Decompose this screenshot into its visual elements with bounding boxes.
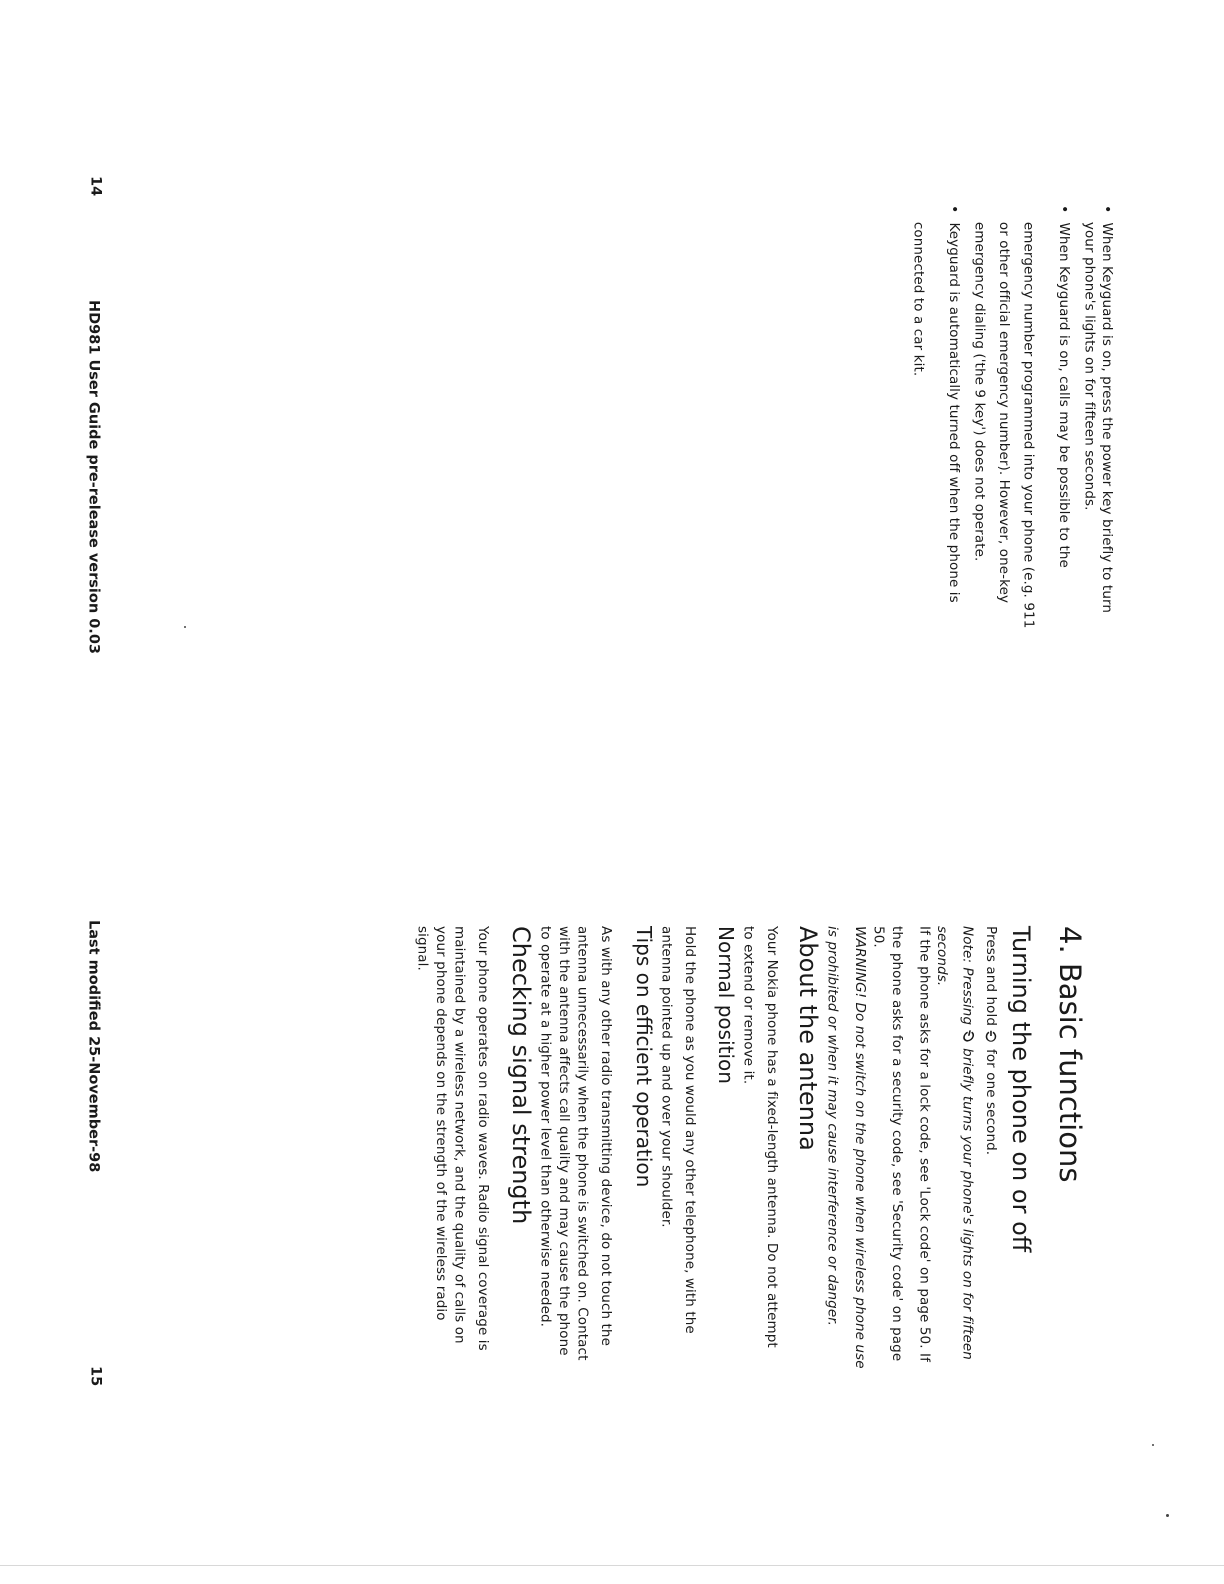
bullet-1-line-1: When Keyguard is on, press the power key briefly to turn	[1099, 222, 1115, 614]
tips-line-1: As with any other radio transmitting device, do not touch the	[598, 926, 614, 1346]
note-line-1: Note: Pressing ⏻ briefly turns your phone's lights on for fifteen	[959, 926, 976, 1360]
normal-line-1: Hold the phone as you would any other telephone, with the	[682, 926, 698, 1334]
scan-edge	[0, 1565, 1224, 1566]
lock-line-3: 50.	[870, 926, 887, 948]
heading-normal-position: Normal position	[714, 926, 738, 1084]
bullet-1-line-2: your phone's lights on for fifteen seconds.	[1081, 221, 1098, 511]
warning-line-1: WARNING! Do not switch on the phone when wireless phone use	[852, 926, 868, 1369]
bullet-3-cont	[911, 205, 925, 628]
tips-line-4: to operate at a higher power level than otherwise needed.	[537, 926, 554, 1328]
signal-line-4: signal.	[414, 926, 431, 971]
bullet-3	[947, 205, 962, 628]
signal-line-2: maintained by a wireless network, and the quality of calls on	[451, 926, 468, 1344]
left-page-number: 14	[87, 176, 104, 197]
right-footer-text: Last modified 25-November-98	[85, 920, 102, 1173]
power-icon: ⏻	[983, 1030, 999, 1045]
lock-line-1: If the phone asks for a lock code, see 'Lock code' on page 50. If	[916, 926, 933, 1362]
heading-signal: Checking signal strength	[507, 926, 535, 1225]
bullet-2-line-3: or other official emergency number). However, one-key	[996, 221, 1012, 604]
power-icon: ⏻	[959, 1029, 976, 1044]
chapter-title: 4. Basic functions	[1053, 926, 1087, 1183]
bullet-2-line-2: emergency number programmed into your phone (e.g. 911	[1020, 221, 1037, 629]
bullet-3-line-1: Keyguard is automatically turned off when the phone is	[946, 222, 962, 603]
bullet-dot: •	[1099, 205, 1115, 223]
right-page-body	[410, 926, 1087, 1369]
bullet-2-cont-3	[972, 205, 986, 628]
bullet-2-line-4: emergency dialing ('the 9 key') does not operate.	[971, 221, 988, 562]
scan-speck	[1152, 1444, 1154, 1446]
signal-line-1: Your phone operates on radio waves. Radio signal coverage is	[475, 926, 491, 1351]
lock-line-2: the phone asks for a security code, see 'Security code' on page	[889, 926, 905, 1362]
bullet-dot: •	[946, 205, 962, 223]
warning-line-2: is prohibited or when it may cause interference or danger.	[824, 926, 841, 1327]
press-line: Press and hold ⏻ for one second.	[983, 926, 999, 1156]
left-page-body	[900, 205, 1114, 628]
scan-speck	[184, 626, 186, 628]
bullet-2-cont-2	[997, 205, 1011, 628]
signal-line-3: your phone depends on the strength of the wireless radio	[433, 926, 449, 1321]
bullet-dot: •	[1056, 205, 1072, 223]
bullet-2	[1057, 205, 1072, 628]
scan-speck	[1166, 1514, 1169, 1517]
note-line-2: seconds.	[934, 926, 950, 987]
bullet-1-cont	[1082, 205, 1096, 628]
antenna-line-1: Your Nokia phone has a fixed-length antenna. Do not attempt	[764, 926, 780, 1348]
heading-antenna: About the antenna	[794, 926, 822, 1151]
heading-turning: Turning the phone on or off	[1007, 926, 1035, 1253]
antenna-line-2: to extend or remove it.	[740, 926, 757, 1085]
tips-line-3: with the antenna affects call quality and may cause the phone	[556, 926, 572, 1356]
bullet-2-line-1: When Keyguard is on, calls may be possible to the	[1056, 222, 1072, 568]
bullet-1	[1100, 205, 1115, 628]
normal-line-2: antenna pointed up and over your shoulder.	[658, 926, 675, 1228]
bullet-3-line-2: connected to a car kit.	[910, 221, 927, 377]
heading-tips: Tips on efficient operation	[632, 926, 656, 1188]
right-page-number: 15	[87, 1366, 104, 1387]
bullet-2-cont-1	[1021, 205, 1035, 628]
tips-line-2: antenna unnecessarily when the phone is switched on. Contact	[574, 926, 591, 1361]
left-footer-text: HD981 User Guide pre-release version 0.03	[85, 300, 102, 654]
